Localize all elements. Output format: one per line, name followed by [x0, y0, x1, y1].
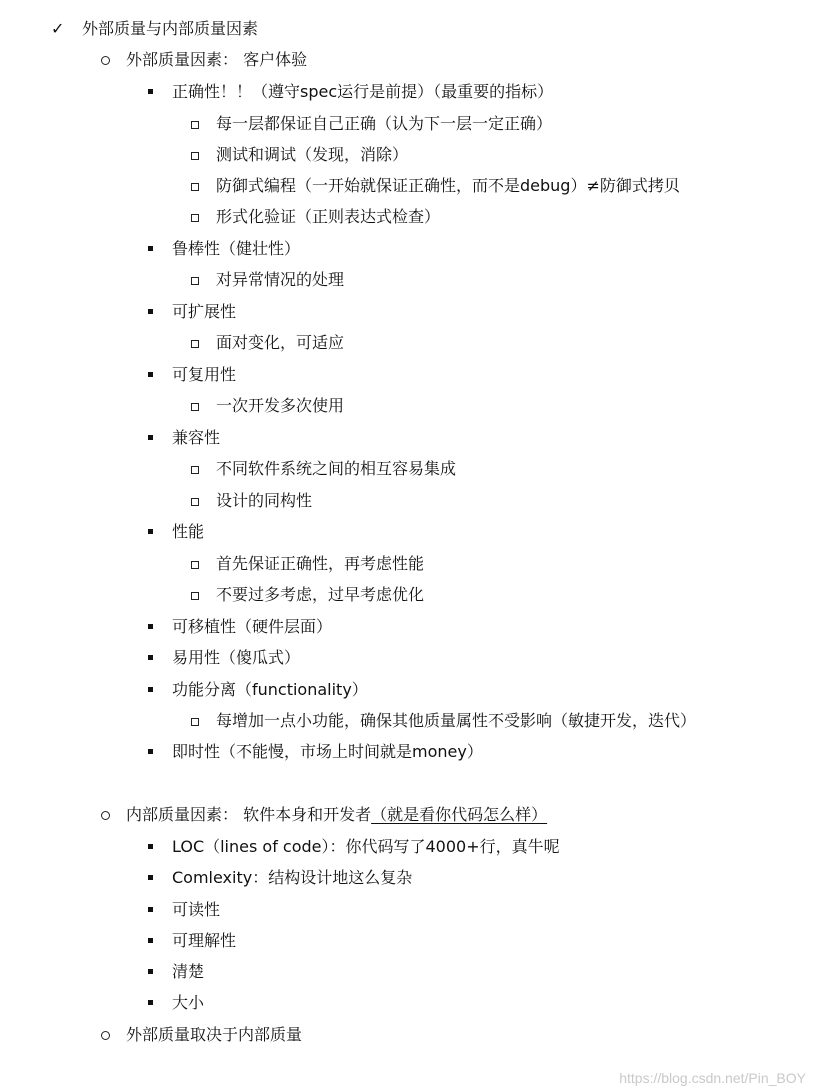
- correctness-sub-item: [0, 112, 816, 136]
- sub-item-text: 每一层都保证自己正确（认为下一层一定正确）: [216, 114, 553, 133]
- internal-sub-item: [0, 991, 816, 1015]
- internal-sub-item-text: 大小: [172, 993, 205, 1012]
- square-bullet-icon: [148, 624, 153, 629]
- sub-item-text: 面对变化，可适应: [216, 333, 345, 352]
- external-factors-item: [0, 48, 816, 72]
- internal-factors-label: [126, 803, 547, 827]
- sub-item-text: 每增加一点小功能，确保其他质量属性不受影响（敏捷开发，迭代）: [216, 711, 697, 730]
- square-bullet-icon: [148, 969, 153, 974]
- square-bullet-icon: [148, 655, 153, 660]
- correctness-sub-item: [0, 174, 816, 198]
- usability-item: [0, 646, 816, 670]
- hollow-square-bullet-icon: [191, 592, 199, 600]
- sub-item-text: 一次开发多次使用: [216, 396, 345, 415]
- conclusion-label: 外部质量取决于内部质量: [126, 1025, 303, 1044]
- hollow-square-bullet-icon: [191, 277, 199, 285]
- internal-sub-item-text: Comlexity：结构设计地这么复杂: [172, 868, 413, 887]
- square-bullet-icon: [148, 875, 153, 880]
- compatibility-sub-item: [0, 457, 816, 481]
- functionality-label: 功能分离（functionality）: [172, 680, 368, 699]
- timeliness-item: [0, 740, 816, 764]
- circle-bullet-icon: [101, 1031, 110, 1040]
- internal-sub-item-text: 可读性: [172, 900, 221, 919]
- reusability-sub-item: [0, 394, 816, 418]
- correctness-sub-item: [0, 143, 816, 167]
- sub-item-text: 测试和调试（发现，消除）: [216, 145, 409, 164]
- hollow-square-bullet-icon: [191, 718, 199, 726]
- square-bullet-icon: [148, 435, 153, 440]
- internal-sub-item-text: 可理解性: [172, 931, 237, 950]
- compatibility-label: 兼容性: [172, 428, 221, 447]
- sub-item-text: 形式化验证（正则表达式检查）: [216, 207, 441, 226]
- hollow-square-bullet-icon: [191, 403, 199, 411]
- square-bullet-icon: [148, 938, 153, 943]
- portability-item: [0, 615, 816, 639]
- square-bullet-icon: [148, 246, 153, 251]
- internal-sub-item: [0, 960, 816, 984]
- hollow-square-bullet-icon: [191, 340, 199, 348]
- hollow-square-bullet-icon: [191, 466, 199, 474]
- performance-item: [0, 520, 816, 544]
- square-bullet-icon: [148, 749, 153, 754]
- square-bullet-icon: [148, 309, 153, 314]
- square-bullet-icon: [148, 1000, 153, 1005]
- hollow-square-bullet-icon: [191, 183, 199, 191]
- internal-factors-underlined: （就是看你代码怎么样）: [371, 805, 548, 824]
- internal-factors-item: [0, 803, 816, 827]
- internal-sub-item: [0, 866, 816, 890]
- square-bullet-icon: [148, 529, 153, 534]
- checkmark-icon: ✓: [51, 19, 65, 38]
- correctness-sub-item: [0, 205, 816, 229]
- reusability-label: 可复用性: [172, 365, 237, 384]
- circle-bullet-icon: [101, 811, 110, 820]
- internal-sub-item: [0, 835, 816, 859]
- sub-item-text: 对异常情况的处理: [216, 270, 345, 289]
- hollow-square-bullet-icon: [191, 498, 199, 506]
- outline-heading: [0, 17, 816, 41]
- robustness-sub-item: [0, 268, 816, 292]
- square-bullet-icon: [148, 687, 153, 692]
- sub-item-text: 设计的同构性: [216, 491, 313, 510]
- circle-bullet-icon: [101, 56, 110, 65]
- robustness-label: 鲁棒性（健壮性）: [172, 239, 301, 258]
- robustness-item: [0, 237, 816, 261]
- conclusion-item: [0, 1023, 816, 1047]
- compatibility-item: [0, 426, 816, 450]
- square-bullet-icon: [148, 844, 153, 849]
- compatibility-sub-item: [0, 489, 816, 513]
- hollow-square-bullet-icon: [191, 152, 199, 160]
- internal-sub-item-text: 清楚: [172, 962, 205, 981]
- internal-sub-item: [0, 898, 816, 922]
- sub-item-text: 不同软件系统之间的相互容易集成: [216, 459, 457, 478]
- heading-text: 外部质量与内部质量因素: [82, 19, 259, 38]
- correctness-label: 正确性！！（遵守spec运行是前提）（最重要的指标）: [172, 82, 554, 101]
- hollow-square-bullet-icon: [191, 561, 199, 569]
- square-bullet-icon: [148, 907, 153, 912]
- extensibility-sub-item: [0, 331, 816, 355]
- square-bullet-icon: [148, 372, 153, 377]
- internal-sub-item: [0, 929, 816, 953]
- extensibility-item: [0, 300, 816, 324]
- sub-item-text: 不要过多考虑，过早考虑优化: [216, 585, 425, 604]
- external-factors-label: 外部质量因素： 客户体验: [126, 50, 308, 69]
- performance-sub-item: [0, 552, 816, 576]
- hollow-square-bullet-icon: [191, 121, 199, 129]
- sub-item-text: 防御式编程（一开始就保证正确性，而不是debug）≠防御式拷贝: [216, 176, 680, 195]
- sub-item-text: 首先保证正确性，再考虑性能: [216, 554, 425, 573]
- internal-factors-plain: 内部质量因素： 软件本身和开发者: [126, 805, 372, 824]
- correctness-item: [0, 80, 816, 104]
- reusability-item: [0, 363, 816, 387]
- performance-label: 性能: [172, 522, 205, 541]
- functionality-item: [0, 678, 816, 702]
- watermark: https://blog.csdn.net/Pin_BOY: [619, 1070, 806, 1086]
- square-bullet-icon: [148, 89, 153, 94]
- usability-label: 易用性（傻瓜式）: [172, 648, 301, 667]
- performance-sub-item: [0, 583, 816, 607]
- functionality-sub-item: [0, 709, 816, 733]
- extensibility-label: 可扩展性: [172, 302, 237, 321]
- hollow-square-bullet-icon: [191, 214, 199, 222]
- internal-sub-item-text: LOC（lines of code）：你代码写了4000+行，真牛呢: [172, 837, 560, 856]
- portability-label: 可移植性（硬件层面）: [172, 617, 333, 636]
- timeliness-label: 即时性（不能慢，市场上时间就是money）: [172, 742, 483, 761]
